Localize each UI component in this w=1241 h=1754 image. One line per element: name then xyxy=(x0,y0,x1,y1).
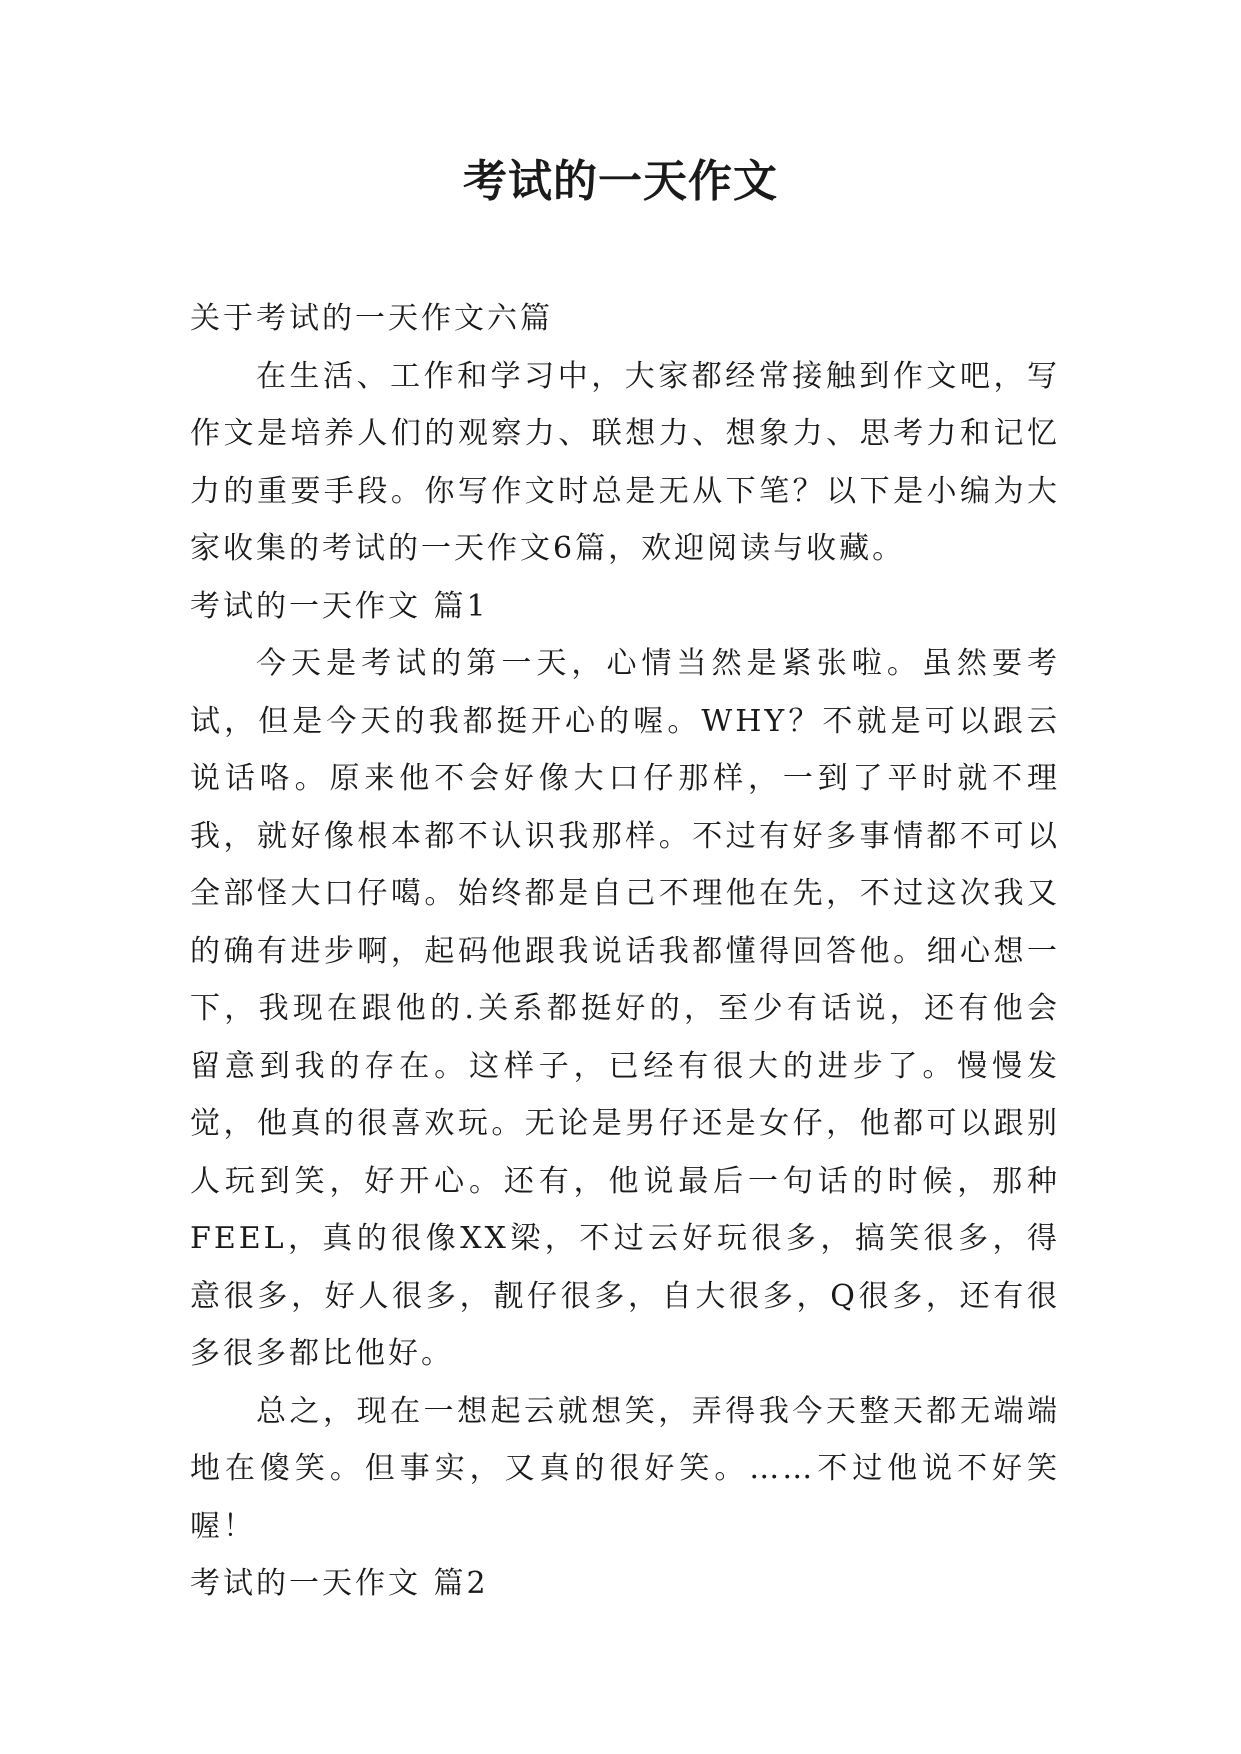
document-body xyxy=(190,290,1060,1613)
section-paragraph: 今天是考试的第一天，心情当然是紧张啦。虽然要考试，但是今天的我都挺开心的喔。WHY？不就是可以跟云说话咯。原来他不会好像大口仔那样，一到了平时就不理我，就好像根本都不认识我那样。不过有好多事情都不可以全部怪大口仔噶。始终都是自己不理他在先，不过这次我又的确有进步啊，起码他跟我说话我都懂得回答他。细心想一下，我现在跟他的.关系都挺好的，至少有话说，还有他会留意到我的存在。这样子，已经有很大的进步了。慢慢发觉，他真的很喜欢玩。无论是男仔还是女仔，他都可以跟别人玩到笑，好开心。还有，他说最后一句话的时候，那种FEEL，真的很像XX梁，不过云好玩很多，搞笑很多，得意很多，好人很多，靓仔很多，自大很多，Q很多，还有很多很多都比他好。 xyxy=(190,646,1060,1371)
section-heading: 考试的一天作文 篇1 xyxy=(190,588,489,624)
section-heading: 考试的一天作文 篇2 xyxy=(190,1566,489,1601)
intro-paragraph: 在生活、工作和学习中，大家都经常接触到作文吧，写作文是培养人们的观察力、联想力、想象力、思考力和记忆力的重要手段。你写作文时总是无从下笔？以下是小编为大家收集的考试的一天作文6篇，欢迎阅读与收藏。 xyxy=(190,358,1060,566)
section-paragraph: 总之，现在一想起云就想笑，弄得我今天整天都无端端地在傻笑。但事实，又真的很好笑。……不过他说不好笑喔！ xyxy=(190,1393,1060,1544)
document-title: 考试的一天作文 xyxy=(463,156,778,207)
document-subtitle: 关于考试的一天作文六篇 xyxy=(190,301,553,336)
